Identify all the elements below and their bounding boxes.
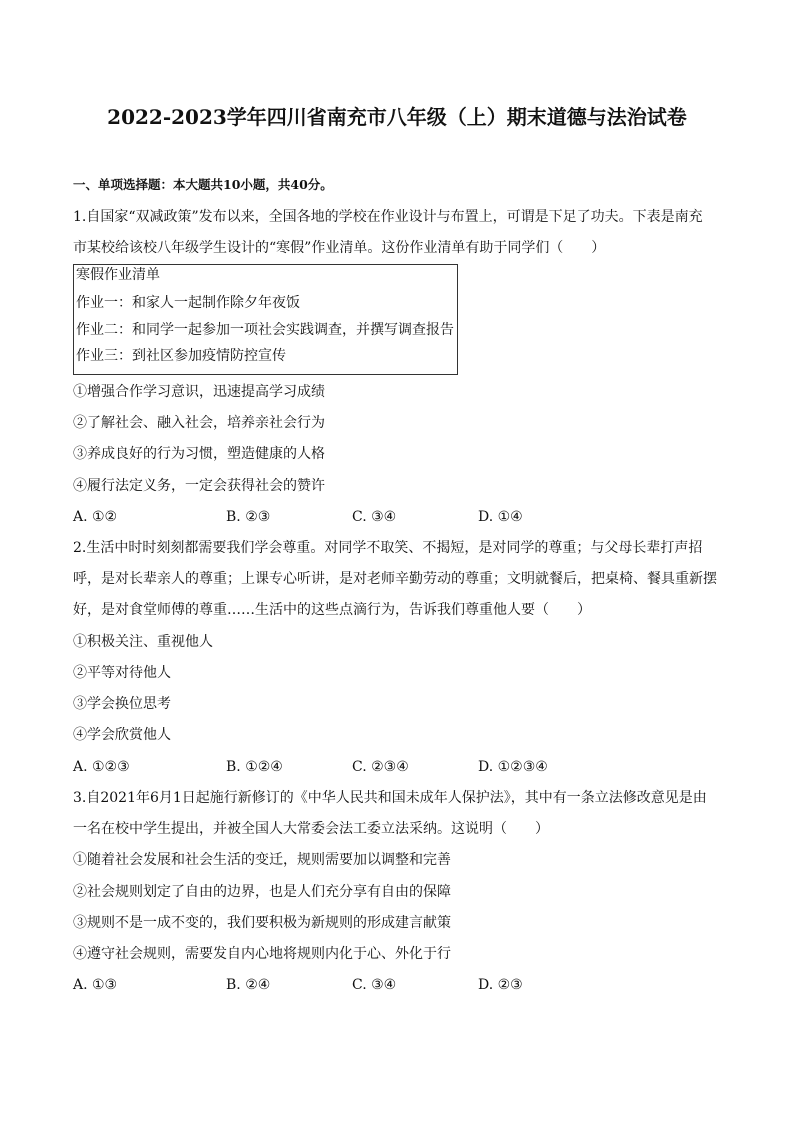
question-3-option-c: C. ③④ — [352, 977, 397, 993]
question-2-statement-2: ②平等对待他人 — [73, 665, 171, 681]
question-1-stem-line-2: 市某校给该校八年级学生设计的“寒假”作业清单。这份作业清单有助于同学们（ ） — [73, 240, 606, 256]
question-2-stem-line-2: 呼，是对长辈亲人的尊重；上课专心听讲，是对老师辛勤劳动的尊重；文明就餐后，把桌椅、餐具重新摆 — [73, 571, 717, 587]
question-1-option-c: C. ③④ — [352, 509, 397, 525]
question-1-statement-4: ④履行法定义务，一定会获得社会的赞许 — [73, 478, 325, 494]
homework-list-heading: 寒假作业清单 — [76, 267, 160, 283]
question-2-option-b: B. ①②④ — [226, 759, 283, 775]
question-2-statement-4: ④学会欣赏他人 — [73, 727, 171, 743]
question-1-statement-2: ②了解社会、融入社会，培养亲社会行为 — [73, 415, 325, 431]
question-3-option-b: B. ②④ — [226, 977, 271, 993]
question-3-option-a: A. ①③ — [73, 977, 118, 993]
homework-item-3: 作业三：到社区参加疫情防控宣传 — [76, 348, 286, 364]
question-1-statement-3: ③养成良好的行为习惯，塑造健康的人格 — [73, 446, 325, 462]
question-2-stem-line-3: 好，是对食堂师傅的尊重……生活中的这些点滴行为，告诉我们尊重他人要（ ） — [73, 602, 591, 618]
question-3-statement-1: ①随着社会发展和社会生活的变迁，规则需要加以调整和完善 — [73, 852, 451, 868]
question-2-stem-line-1: 2.生活中时时刻刻都需要我们学会尊重。对同学不取笑、不揭短，是对同学的尊重；与父母长辈打声招 — [73, 540, 703, 556]
homework-item-1: 作业一：和家人一起制作除夕年夜饭 — [76, 295, 300, 311]
question-3-stem-line-2: 一名在校中学生提出，并被全国人大常委会法工委立法采纳。这说明（ ） — [73, 821, 549, 837]
homework-list-box — [73, 264, 458, 375]
question-1-stem-line-1: 1.自国家“双减政策”发布以来，全国各地的学校在作业设计与布置上，可谓是下足了功夫。下表是南充 — [73, 209, 703, 225]
question-2-statement-1: ①积极关注、重视他人 — [73, 634, 213, 650]
question-3-stem-line-1: 3.自2021年6月1日起施行新修订的《中华人民共和国未成年人保护法》，其中有一条立法修改意见是由 — [73, 790, 707, 806]
section-heading: 一、单项选择题：本大题共10小题，共40分。 — [73, 177, 333, 192]
question-1-option-b: B. ②③ — [226, 509, 271, 525]
question-1-option-d: D. ①④ — [478, 509, 523, 525]
homework-item-2: 作业二：和同学一起参加一项社会实践调查，并撰写调查报告 — [76, 322, 454, 338]
question-2-statement-3: ③学会换位思考 — [73, 696, 171, 712]
question-2-option-d: D. ①②③④ — [478, 759, 548, 775]
question-1-statement-1: ①增强合作学习意识，迅速提高学习成绩 — [73, 384, 325, 400]
question-3-statement-3: ③规则不是一成不变的，我们要积极为新规则的形成建言献策 — [73, 915, 451, 931]
question-3-statement-4: ④遵守社会规则，需要发自内心地将规则内化于心、外化于行 — [73, 946, 451, 962]
question-2-option-c: C. ②③④ — [352, 759, 409, 775]
page-title: 2022-2023学年四川省南充市八年级（上）期末道德与法治试卷 — [107, 105, 687, 129]
question-1-option-a: A. ①② — [73, 509, 118, 525]
question-3-statement-2: ②社会规则划定了自由的边界，也是人们充分享有自由的保障 — [73, 884, 451, 900]
question-2-option-a: A. ①②③ — [73, 759, 130, 775]
question-3-option-d: D. ②③ — [478, 977, 523, 993]
